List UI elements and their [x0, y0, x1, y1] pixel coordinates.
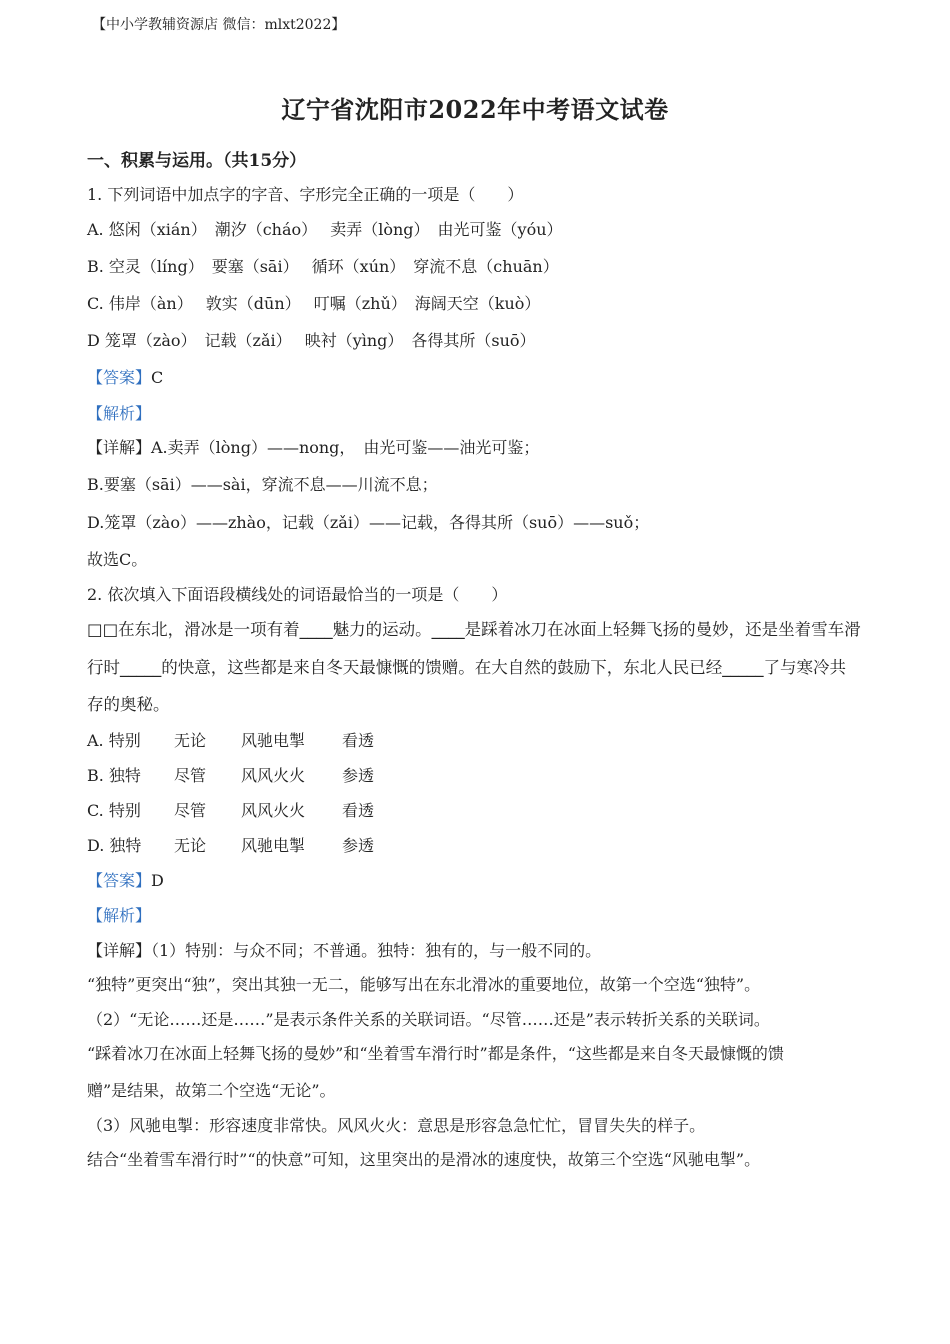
option-word: 参透: [342, 836, 375, 855]
q1-option-d: D 笼罩（zào） 记载（zǎi） 映衬（yìng） 各得其所（suō）: [87, 331, 536, 350]
q1-detail-line: B.要塞（sāi）——sài，穿流不息——川流不息；: [87, 475, 438, 494]
q2-detail-line: “独特”更突出“独”，突出其独一无二，能够写出在东北滑冰的重要地位，故第一个空选“独特”。: [87, 975, 761, 994]
header-note: 【中小学教辅资源店 微信：mlxt2022】: [92, 17, 346, 33]
q1-analysis-tag: 【解析】: [87, 404, 152, 423]
option-word: 无论: [174, 836, 207, 855]
q1-answer: [87, 365, 163, 388]
option-word: D. 独特: [87, 836, 142, 855]
option-word: A. 特别: [87, 731, 141, 750]
option-word: C. 特别: [87, 801, 141, 820]
q2-detail-line: （2）“无论……还是……”是表示条件关系的关联词语。“尽管……还是”表示转折关系的关联词。: [87, 1010, 770, 1029]
page-title: 辽宁省沈阳市2022年中考语文试卷: [281, 95, 669, 124]
option-word: 看透: [342, 801, 375, 820]
q2-detail-line: 【详解】（1）特别：与众不同；不普通。独特：独有的，与一般不同的。: [87, 941, 602, 960]
q2-answer: [87, 868, 164, 891]
q1-detail-line: D.笼罩（zào）——zhào，记载（zǎi）——记载，各得其所（suō）——suǒ；: [87, 513, 650, 532]
q2-detail-line: “踩着冰刀在冰面上轻舞飞扬的曼妙”和“坐着雪车滑行时”都是条件，“这些都是来自冬天最慷慨的馈: [87, 1044, 784, 1063]
option-word: 风风火火: [241, 766, 306, 785]
answer-tag: 【答案】: [87, 871, 152, 890]
q2-detail-line: 赠”是结果，故第二个空选“无论”。: [87, 1081, 336, 1100]
q1-detail-line: 故选C。: [87, 550, 148, 569]
option-word: 无论: [174, 731, 207, 750]
q1-detail-line: 【详解】A.卖弄（lòng）——nong， 由光可鉴——油光可鉴；: [87, 438, 540, 457]
q1-option-a: A. 悠闲（xián） 潮汐（cháo） 卖弄（lòng） 由光可鉴（yóu）: [87, 220, 563, 239]
q1-option-b: B. 空灵（líng） 要塞（sāi） 循环（xún） 穿流不息（chuān）: [87, 257, 559, 276]
answer-tag: 【答案】: [87, 368, 152, 387]
q2-option-a: [87, 728, 374, 751]
q2-detail-line: 结合“坐着雪车滑行时”“的快意”可知，这里突出的是滑冰的速度快，故第三个空选“风驰电掣”。: [87, 1150, 761, 1169]
q2-stem: 2. 依次填入下面语段横线处的词语最恰当的一项是（ ）: [87, 585, 508, 604]
q2-option-d: [87, 833, 374, 856]
option-word: B. 独特: [87, 766, 141, 785]
option-word: 风驰电掣: [241, 731, 306, 750]
q2-passage-line: □□在东北，滑冰是一项有着____魅力的运动。____是踩着冰刀在冰面上轻舞飞扬的曼妙，还是坐着雪车滑: [87, 620, 861, 639]
option-word: 尽管: [174, 766, 207, 785]
option-word: 风驰电掣: [241, 836, 306, 855]
option-word: 参透: [342, 766, 375, 785]
q2-option-b: [87, 763, 374, 786]
option-word: 风风火火: [241, 801, 306, 820]
q2-passage-line: 行时_____的快意，这些都是来自冬天最慷慨的馈赠。在大自然的鼓励下，东北人民已经_____了与寒冷共: [87, 658, 846, 677]
q2-analysis-tag: 【解析】: [87, 906, 152, 925]
answer-value: D: [151, 871, 164, 890]
q2-option-c: [87, 798, 374, 821]
q1-option-c: C. 伟岸（àn） 敦实（dūn） 叮嘱（zhǔ） 海阔天空（kuò）: [87, 294, 541, 313]
option-word: 尽管: [174, 801, 207, 820]
q2-detail-line: （3）风驰电掣：形容速度非常快。风风火火：意思是形容急急忙忙，冒冒失失的样子。: [87, 1116, 706, 1135]
q2-passage-line: 存的奥秘。: [87, 695, 170, 714]
answer-value: C: [151, 368, 164, 387]
section-heading: 一、积累与运用。（共15分）: [87, 151, 307, 171]
q1-stem: 1. 下列词语中加点字的字音、字形完全正确的一项是（ ）: [87, 185, 524, 204]
option-word: 看透: [342, 731, 375, 750]
